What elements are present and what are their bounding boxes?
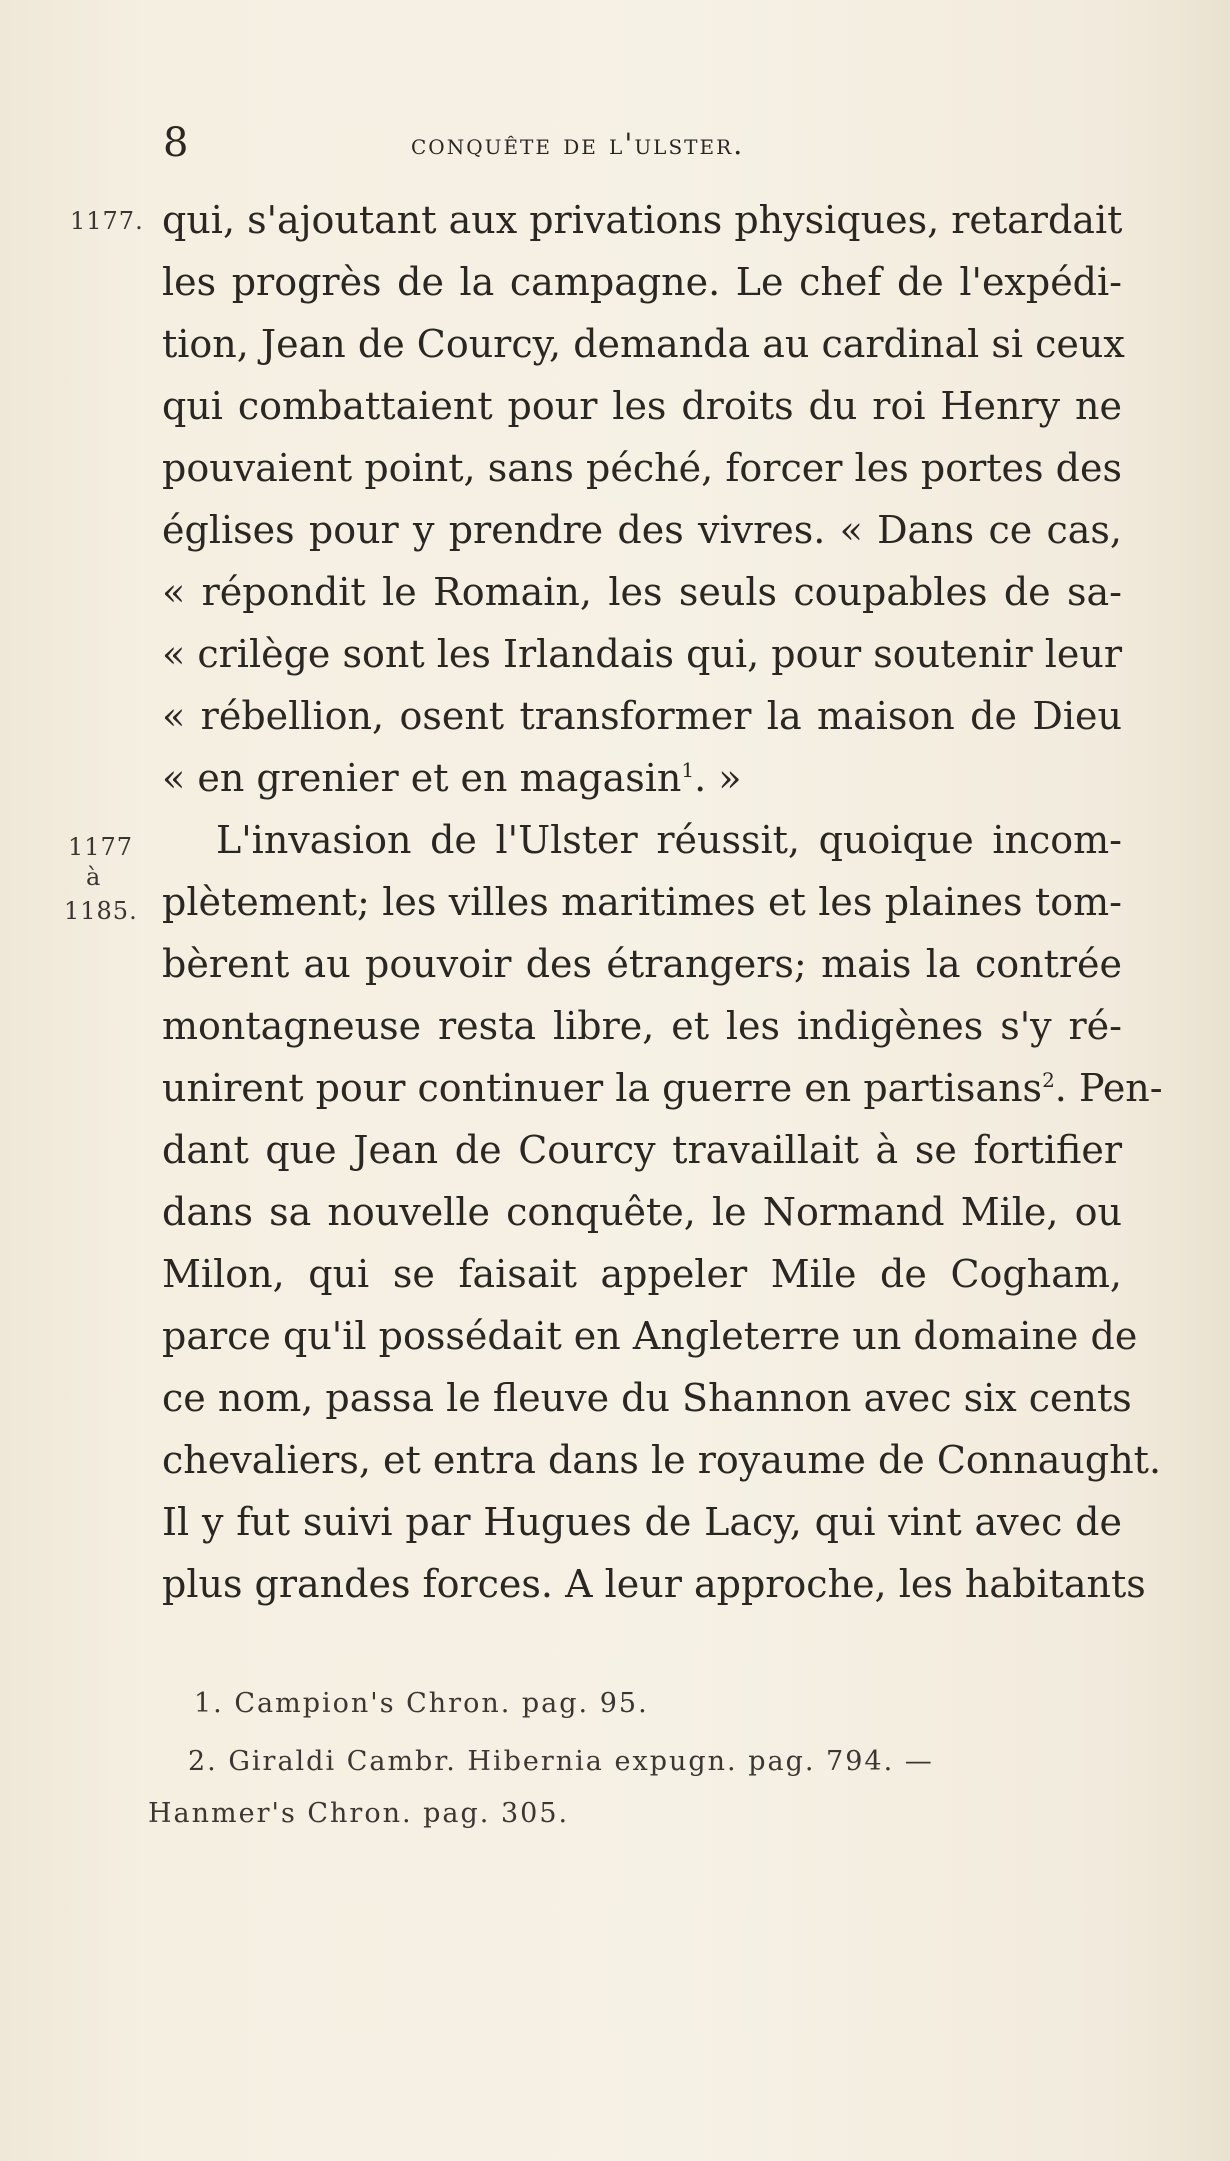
body-line-1: qui, s'ajoutant aux privations physiques, retardait — [162, 198, 1123, 242]
body-line-18: Milon, qui se faisait appeler Mile de Cogham, — [162, 1252, 1122, 1296]
footnote-ref-1: 1 — [681, 758, 695, 782]
body-line-16: dant que Jean de Courcy travaillait à se fortifier — [162, 1128, 1122, 1172]
body-line-15-tail: . Pen- — [1054, 1066, 1163, 1110]
running-title: conquête de l'ulster. — [411, 127, 745, 161]
body-line-3: tion, Jean de Courcy, demanda au cardinal si ceux — [162, 322, 1125, 366]
body-line-4: qui combattaient pour les droits du roi Henry ne — [162, 384, 1122, 428]
body-line-7: « répondit le Romain, les seuls coupables de sa- — [162, 570, 1122, 614]
body-line-9: « rébellion, osent transformer la maison de Dieu — [162, 694, 1122, 738]
margin-year-1177: 1177. — [70, 207, 144, 235]
body-line-20: ce nom, passa le fleuve du Shannon avec six cents — [162, 1376, 1132, 1420]
body-line-2: les progrès de la campagne. Le chef de l'expédi- — [162, 260, 1122, 304]
page-number: 8 — [163, 120, 189, 166]
page-header — [163, 118, 883, 168]
body-line-6: églises pour y prendre des vivres. « Dans ce cas, — [162, 508, 1122, 552]
margin-range-separator: à — [86, 863, 102, 891]
body-line-21: chevaliers, et entra dans le royaume de Connaught. — [162, 1438, 1162, 1482]
body-line-22: Il y fut suivi par Hugues de Lacy, qui vint avec de — [162, 1500, 1122, 1544]
body-line-10 — [162, 747, 1122, 809]
margin-range-end: 1185. — [64, 897, 138, 925]
body-line-23: plus grandes forces. A leur approche, les habitants — [162, 1562, 1146, 1606]
footnote-ref-2: 2 — [1042, 1068, 1055, 1092]
body-line-13: bèrent au pouvoir des étrangers; mais la contrée — [162, 942, 1122, 986]
body-line-12: plètement; les villes maritimes et les plaines tom- — [162, 880, 1122, 924]
margin-range-start: 1177 — [68, 833, 134, 861]
footnote-1: 1. Campion's Chron. pag. 95. — [194, 1688, 649, 1719]
body-line-10-text: « en grenier et en magasin — [162, 756, 682, 800]
body-line-8: « crilège sont les Irlandais qui, pour soutenir leur — [162, 632, 1122, 676]
footnote-2-line-2: Hanmer's Chron. pag. 305. — [148, 1798, 570, 1829]
body-line-14: montagneuse resta libre, et les indigènes s'y ré- — [162, 1004, 1122, 1048]
body-line-19: parce qu'il possédait en Angleterre un domaine de — [162, 1314, 1138, 1358]
body-line-11: L'invasion de l'Ulster réussit, quoique incom- — [216, 818, 1122, 862]
body-line-15-text: unirent pour continuer la guerre en partisans — [162, 1066, 1043, 1110]
footnote-2-line-1: 2. Giraldi Cambr. Hibernia expugn. pag. 794. — — [188, 1746, 934, 1777]
body-line-10-tail: . » — [694, 756, 742, 800]
body-line-17: dans sa nouvelle conquête, le Normand Mile, ou — [162, 1190, 1122, 1234]
body-line-15 — [162, 1057, 1163, 1119]
body-line-5: pouvaient point, sans péché, forcer les portes des — [162, 446, 1122, 490]
